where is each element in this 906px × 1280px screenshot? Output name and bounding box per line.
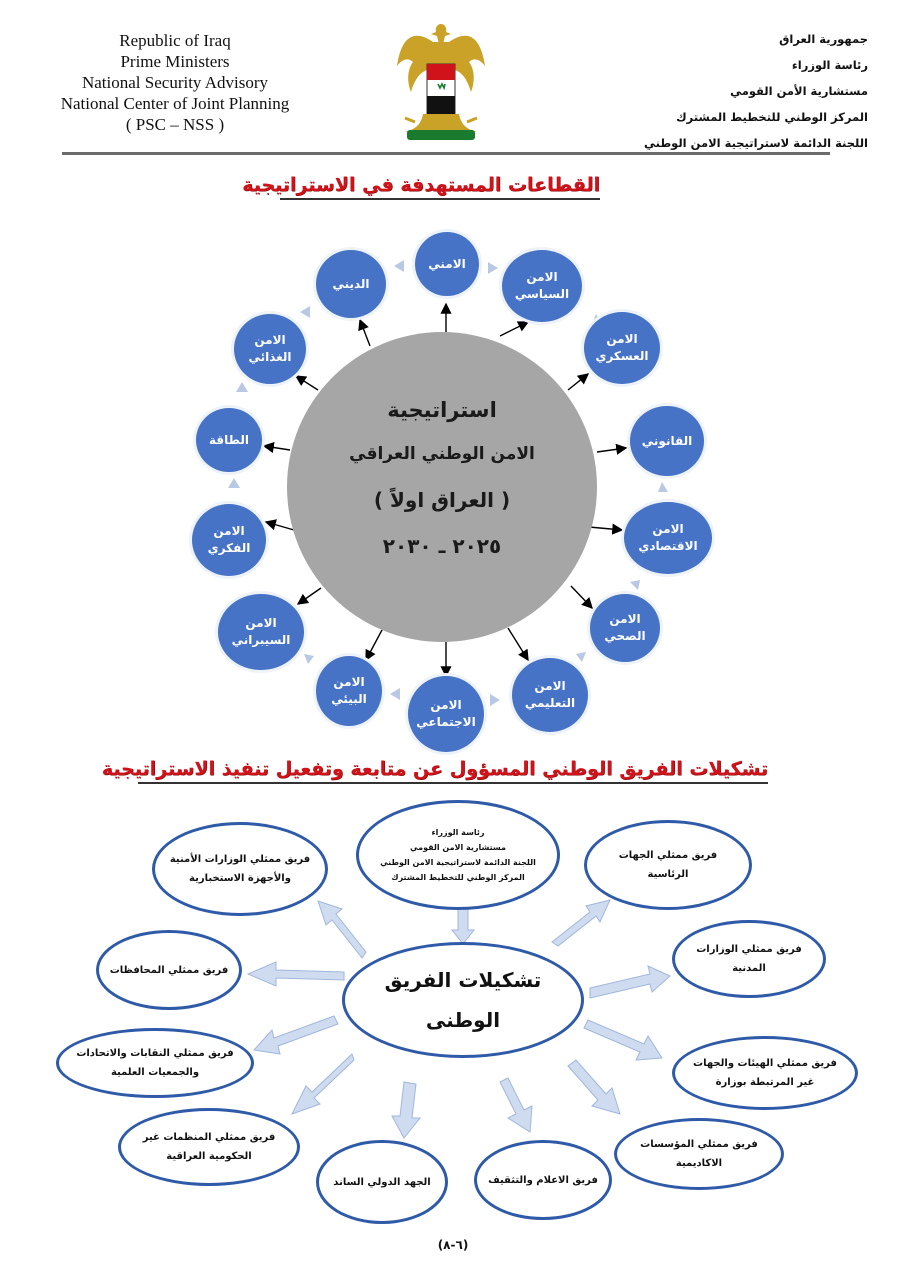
team-independent-bodies: فريق ممثلي الهيئات والجهات غير المرتبطة بوزارة: [672, 1036, 858, 1110]
leadership-line: المركز الوطني للتخطيط المشترك: [391, 873, 525, 882]
center-line-2: الامن الوطني العراقي: [349, 444, 535, 464]
page-number: (٦-٨): [437, 1238, 469, 1252]
sector-node-economic: الامن الاقتصادي: [624, 502, 712, 574]
team-provinces: فريق ممثلي المحافظات: [96, 930, 242, 1010]
leadership-line: مستشارية الامن القومي: [410, 843, 506, 852]
center-line-1: استراتيجية: [387, 398, 497, 422]
team-security-ministries: فريق ممثلي الوزارات الأمنية والأجهزة الاستخبارية: [152, 822, 328, 916]
header-ar-line: مستشارية الأمن القومي: [730, 84, 868, 98]
team-civil-ministries: فريق ممثلي الوزارات المدنية: [672, 920, 826, 998]
sector-node-food: الامن الغذائي: [234, 314, 306, 384]
header-ar-line: رئاسة الوزراء: [791, 58, 868, 72]
center-line-4: ٢٠٢٥ ـ ٢٠٣٠: [382, 534, 502, 558]
leadership-line: رئاسة الوزراء: [431, 828, 485, 837]
header-ar-line: جمهورية العراق: [779, 32, 868, 46]
leadership-ellipse: [356, 800, 560, 910]
section1-title: القطاعات المستهدفة في الاستراتيجية: [280, 174, 600, 200]
sector-node-health: الامن الصحي: [590, 594, 660, 662]
team-presidency: فريق ممثلي الجهات الرئاسية: [584, 820, 752, 910]
sector-node-legal: القانوني: [630, 406, 704, 476]
header-en-line: National Security Advisory: [81, 73, 269, 92]
header-en-line: ( PSC – NSS ): [125, 115, 225, 134]
header-ar-line: المركز الوطني للتخطيط المشترك: [676, 110, 868, 124]
sector-node-military: الامن العسكري: [584, 312, 660, 384]
sector-node-energy: الطاقة: [196, 408, 262, 472]
sector-node-environmental: الامن البيئي: [316, 656, 382, 726]
team-media: فريق الاعلام والتثقيف: [474, 1140, 612, 1220]
sector-node-intellectual: الامن الفكري: [192, 504, 266, 576]
team-unions: فريق ممثلي النقابات والاتحادات والجمعيات العلمية: [56, 1028, 254, 1098]
sector-node-cyber: الامن السيبراني: [218, 594, 304, 670]
header-ar-line: اللجنة الدائمة لاستراتيجية الامن الوطني: [643, 136, 868, 150]
header-en-line: Prime Ministers: [120, 52, 230, 71]
center-line-3: ( العراق اولاً ): [373, 488, 511, 512]
team-hub-ellipse: تشكيلات الفريق الوطنى: [342, 942, 584, 1058]
team-international-support: الجهد الدولي الساند: [316, 1140, 448, 1224]
team-ngos: فريق ممثلي المنظمات غير الحكومية العراقية: [118, 1108, 300, 1186]
sector-node-education: الامن التعليمي: [512, 658, 588, 732]
header-en-line: Republic of Iraq: [119, 31, 231, 50]
leadership-line: اللجنة الدائمة لاستراتيجية الامن الوطني: [380, 858, 536, 867]
sector-node-social: الامن الاجتماعي: [408, 676, 484, 752]
team-academic: فريق ممثلي المؤسسات الاكاديمية: [614, 1118, 784, 1190]
sector-node-political: الامن السياسي: [502, 250, 582, 322]
header-en-line: National Center of Joint Planning: [60, 94, 290, 113]
sector-node-religious: الديني: [316, 250, 386, 318]
section2-title: تشكيلات الفريق الوطني المسؤول عن متابعة وتفعيل تنفيذ الاستراتيجية: [138, 758, 768, 784]
sector-node-security: الامني: [415, 232, 479, 296]
